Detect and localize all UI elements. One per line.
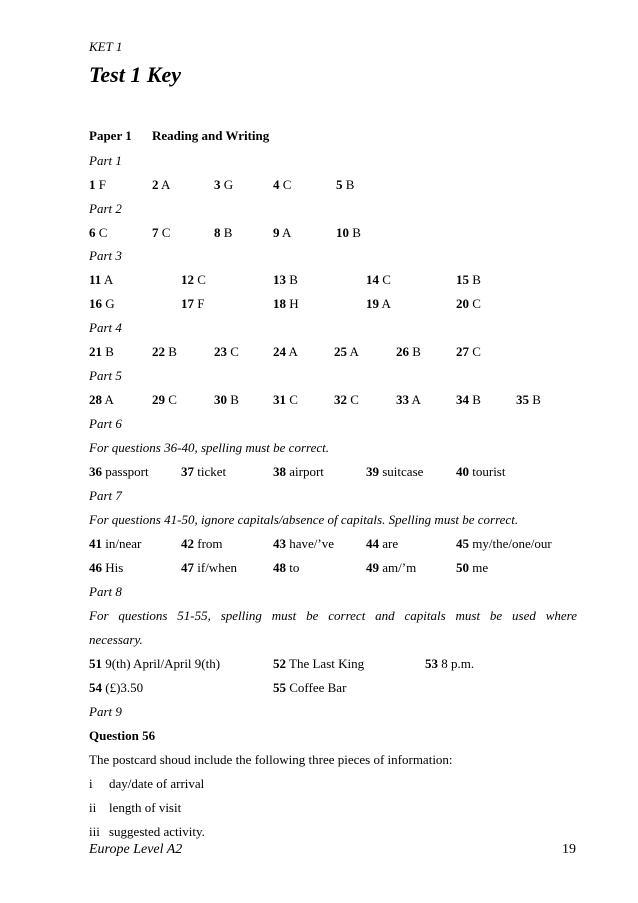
answer-item: 28 A (89, 392, 114, 407)
part-8-note-line-1: For questions 51-55, spelling must be correct and capitals must be used where (89, 608, 577, 623)
answer-item: 37 ticket (181, 464, 227, 479)
footer-level: Europe Level A2 (89, 842, 183, 857)
paper-name: Reading and Writing (152, 128, 270, 143)
info-item-number: i (89, 776, 93, 791)
answer-item: 51 9(th) April/April 9(th) (89, 656, 221, 671)
answer-item: 11 A (89, 272, 114, 287)
answer-item: 34 B (456, 392, 481, 407)
part-7-label: Part 7 (89, 488, 122, 503)
answer-item: 54 (£)3.50 (89, 680, 144, 695)
answer-item: 5 B (336, 177, 355, 192)
info-item-number: ii (89, 800, 97, 815)
part-7-row-2 (0, 560, 638, 578)
answer-item: 30 B (214, 392, 239, 407)
answer-item: 42 from (181, 536, 223, 551)
answer-item: 48 to (273, 560, 300, 575)
answer-item: 36 passport (89, 464, 149, 479)
part-6-row (0, 464, 638, 482)
info-item-text: suggested activity. (109, 824, 205, 839)
part-3-label: Part 3 (89, 248, 122, 263)
answer-item: 40 tourist (456, 464, 506, 479)
answer-item: 22 B (152, 344, 177, 359)
answer-item: 12 C (181, 272, 206, 287)
part-6-note: For questions 36-40, spelling must be correct. (89, 440, 329, 455)
info-item-text: day/date of arrival (109, 776, 205, 791)
answer-item: 32 C (334, 392, 359, 407)
part-9-label: Part 9 (89, 704, 122, 719)
answer-item: 24 A (273, 344, 298, 359)
question-56-heading: Question 56 (89, 728, 156, 743)
answer-item: 53 8 p.m. (425, 656, 475, 671)
answer-item: 27 C (456, 344, 481, 359)
answer-item: 29 C (152, 392, 177, 407)
answer-item: 18 H (273, 296, 299, 311)
answer-item: 1 F (89, 177, 106, 192)
info-item (0, 776, 638, 794)
answer-item: 23 C (214, 344, 239, 359)
info-item (0, 800, 638, 818)
part-8-note-line-2: necessary. (89, 632, 143, 647)
answer-item: 6 C (89, 225, 108, 240)
answer-item: 31 C (273, 392, 298, 407)
info-item (0, 824, 638, 842)
part-3-row-1 (0, 272, 638, 290)
part-5-row (0, 392, 638, 410)
answer-item: 49 am/’m (366, 560, 417, 575)
answer-item: 55 Coffee Bar (273, 680, 347, 695)
part-8-row-2 (0, 680, 638, 698)
part-7-note: For questions 41-50, ignore capitals/absence of capitals. Spelling must be correct. (89, 512, 519, 527)
answer-item: 8 B (214, 225, 233, 240)
part-7-row-1 (0, 536, 638, 554)
answer-item: 46 His (89, 560, 124, 575)
answer-item: 17 F (181, 296, 205, 311)
answer-item: 38 airport (273, 464, 324, 479)
answer-item: 39 suitcase (366, 464, 424, 479)
answer-item: 13 B (273, 272, 298, 287)
answer-item: 52 The Last King (273, 656, 365, 671)
answer-item: 33 A (396, 392, 421, 407)
info-item-text: length of visit (109, 800, 182, 815)
answer-item: 26 B (396, 344, 421, 359)
page-number: 19 (562, 842, 576, 857)
part-8-row-1 (0, 656, 638, 674)
part-3-row-2 (0, 296, 638, 314)
part-2-label: Part 2 (89, 201, 122, 216)
kicker-ket: KET 1 (89, 39, 123, 54)
answer-item: 15 B (456, 272, 481, 287)
answer-item: 7 C (152, 225, 171, 240)
answer-item: 35 B (516, 392, 541, 407)
part-4-row (0, 344, 638, 362)
part-1-label: Part 1 (89, 153, 122, 168)
answer-item: 10 B (336, 225, 361, 240)
answer-item: 16 G (89, 296, 115, 311)
part-2-row (0, 225, 638, 243)
answer-item: 20 C (456, 296, 481, 311)
page-title: Test 1 Key (89, 62, 182, 87)
answer-item: 4 C (273, 177, 292, 192)
part-4-label: Part 4 (89, 320, 122, 335)
part-5-label: Part 5 (89, 368, 122, 383)
answer-item: 9 A (273, 225, 292, 240)
answer-item: 45 my/the/one/our (456, 536, 552, 551)
answer-item: 25 A (334, 344, 359, 359)
part-6-label: Part 6 (89, 416, 122, 431)
part-1-row (0, 177, 638, 195)
answer-item: 47 if/when (181, 560, 237, 575)
answer-item: 14 C (366, 272, 391, 287)
answer-item: 44 are (366, 536, 399, 551)
answer-item: 3 G (214, 177, 234, 192)
answer-item: 19 A (366, 296, 391, 311)
answer-item: 43 have/’ve (273, 536, 335, 551)
answer-item: 21 B (89, 344, 114, 359)
answer-item: 41 in/near (89, 536, 142, 551)
part-8-label: Part 8 (89, 584, 122, 599)
paper-label: Paper 1 (89, 128, 132, 143)
info-item-number: iii (89, 824, 100, 839)
question-56-intro: The postcard shoud include the following three pieces of information: (89, 752, 453, 767)
answer-item: 2 A (152, 177, 171, 192)
answer-item: 50 me (456, 560, 489, 575)
